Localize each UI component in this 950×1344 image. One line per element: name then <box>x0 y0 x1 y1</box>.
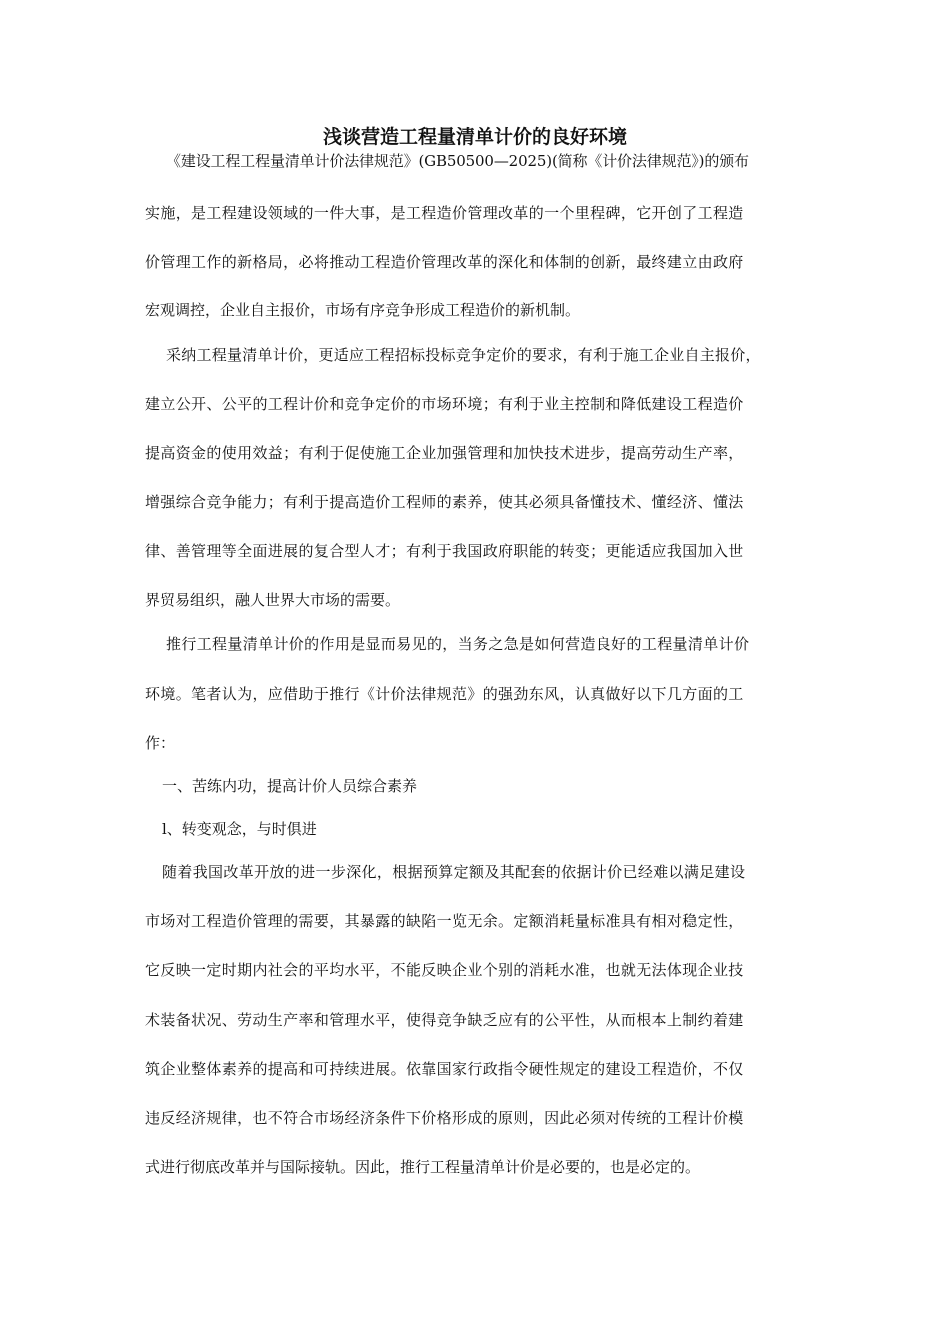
paragraph-3-line-3: 作： <box>145 734 176 752</box>
paragraph-3-line-2: 环境。笔者认为，应借助于推行《计价法律规范》的强劲东风，认真做好以下几方面的工 <box>145 685 744 703</box>
paragraph-4-line-3: 它反映一定时期内社会的平均水平，不能反映企业个别的消耗水准，也就无法体现企业技 <box>145 961 744 979</box>
paragraph-3-line-1: 推行工程量清单计价的作用是显而易见的，当务之急是如何营造良好的工程量清单计价 <box>166 635 750 653</box>
section-heading: 一、苦练内功，提高计价人员综合素养 <box>162 777 418 795</box>
paragraph-1-line-3: 价管理工作的新格局，必将推动工程造价管理改革的深化和体制的创新，最终建立由政府 <box>145 253 744 271</box>
paragraph-2-line-2: 建立公开、公平的工程计价和竞争定价的市场环境；有利于业主控制和降低建设工程造价 <box>145 395 744 413</box>
paragraph-4-line-2: 市场对工程造价管理的需要，其暴露的缺陷一览无余。定额消耗量标准具有相对稳定性， <box>145 912 744 930</box>
paragraph-4-line-7: 式进行彻底改革并与国际接轨。因此，推行工程量清单计价是必要的，也是必定的。 <box>145 1158 701 1176</box>
document-title: 浅谈营造工程量清单计价的良好环境 <box>322 126 627 148</box>
subsection-heading: l、转变观念，与时俱进 <box>162 820 317 838</box>
paragraph-1-line-4: 宏观调控，企业自主报价，市场有序竞争形成工程造价的新机制。 <box>145 301 581 319</box>
paragraph-4-line-5: 筑企业整体素养的提高和可持续进展。依靠国家行政指令硬性规定的建设工程造价，不仅 <box>145 1060 744 1078</box>
paragraph-4-line-4: 术装备状况、劳动生产率和管理水平，使得竞争缺乏应有的公平性，从而根本上制约着建 <box>145 1011 744 1029</box>
paragraph-4-line-1: 随着我国改革开放的进一步深化，根据预算定额及其配套的依据计价已经难以满足建设 <box>162 863 746 881</box>
paragraph-1-line-2: 实施，是工程建设领域的一件大事，是工程造价管理改革的一个里程碑，它开创了工程造 <box>145 204 744 222</box>
paragraph-1-line-1: 《建设工程工程量清单计价法律规范》(GB50500—2025)(简称《计价法律规范》)的颁布 <box>166 152 749 170</box>
paragraph-2-line-5: 律、善管理等全面进展的复合型人才；有利于我国政府职能的转变；更能适应我国加入世 <box>145 542 744 560</box>
paragraph-2-line-1: 采纳工程量清单计价，更适应工程招标投标竞争定价的要求，有利于施工企业自主报价， <box>166 346 761 364</box>
paragraph-2-line-3: 提高资金的使用效益；有利于促使施工企业加强管理和加快技术进步，提高劳动生产率， <box>145 444 744 462</box>
paragraph-2-line-4: 增强综合竞争能力；有利于提高造价工程师的素养，使其必须具备懂技术、懂经济、懂法 <box>145 493 744 511</box>
paragraph-2-line-6: 界贸易组织，融人世界大市场的需要。 <box>145 591 401 609</box>
paragraph-4-line-6: 违反经济规律，也不符合市场经济条件下价格形成的原则，因此必须对传统的工程计价模 <box>145 1109 744 1127</box>
